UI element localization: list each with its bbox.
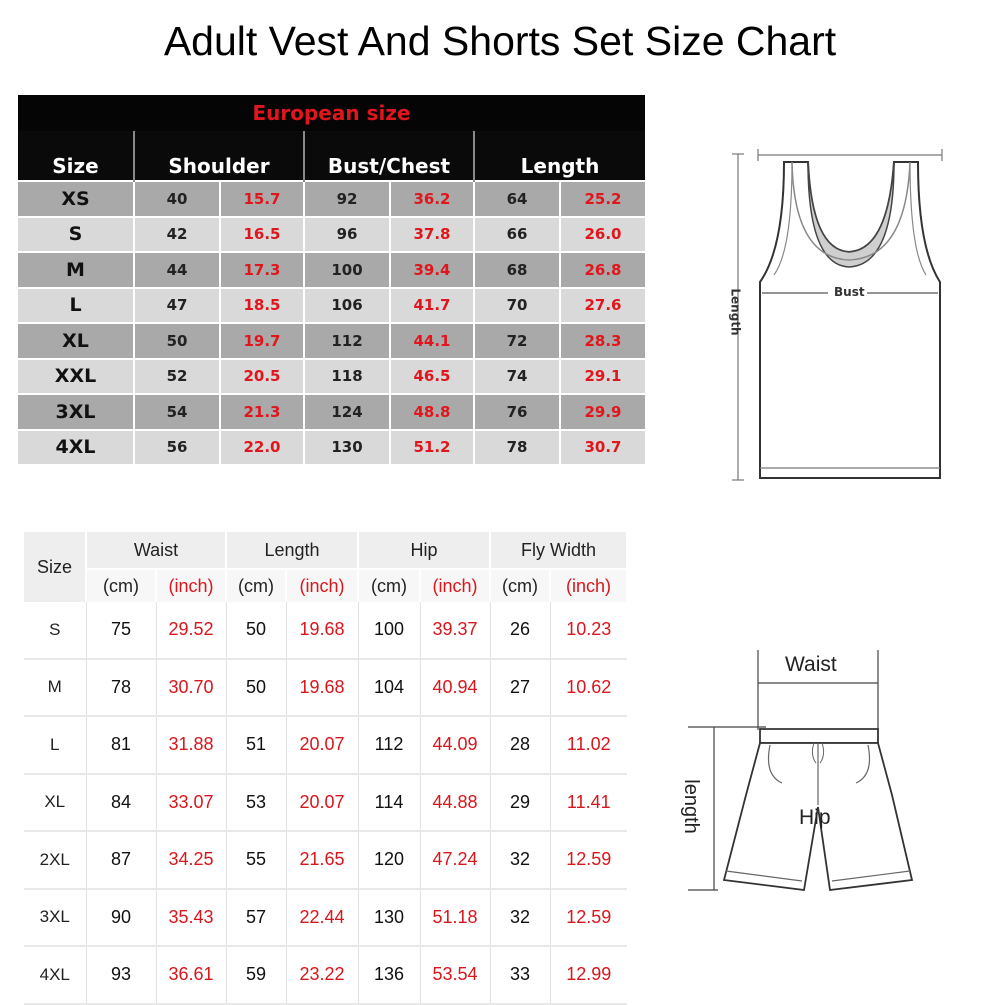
bust-cm-cell: 112	[304, 323, 390, 359]
hip-inch-cell: 53.54	[420, 946, 490, 1004]
fly-width-inch-cell: 12.59	[550, 889, 627, 947]
length-cm-cell: 76	[474, 394, 560, 430]
bust-inch-cell: 51.2	[390, 430, 474, 465]
tank-top-illustration	[722, 140, 962, 490]
shorts-size-cell: L	[24, 716, 86, 774]
shorts-unit-row	[24, 569, 627, 602]
shorts-size-cell: XL	[24, 774, 86, 832]
fly-width-inch-cell: 11.02	[550, 716, 627, 774]
vest-diagram	[722, 140, 962, 490]
bust-cm-cell: 130	[304, 430, 390, 465]
page-title: Adult Vest And Shorts Set Size Chart	[163, 18, 837, 64]
length-inch-cell: 29.1	[560, 359, 645, 395]
european-size-banner: European size	[18, 95, 645, 131]
vest-table-row	[18, 323, 645, 359]
shoulder-inch-cell: 16.5	[220, 217, 304, 253]
hip-inch-cell: 47.24	[420, 831, 490, 889]
shorts-table-row	[24, 946, 627, 1004]
unit-inch: (inch)	[550, 569, 627, 602]
length-inch-cell: 27.6	[560, 288, 645, 324]
length-inch-cell: 23.22	[286, 946, 358, 1004]
vest-size-cell: M	[18, 252, 134, 288]
shorts-size-table	[24, 532, 628, 1005]
shorts-table-row	[24, 774, 627, 832]
shoulder-inch-cell: 18.5	[220, 288, 304, 324]
unit-cm: (cm)	[86, 569, 156, 602]
waist-cm-cell: 81	[86, 716, 156, 774]
length-inch-cell: 22.44	[286, 889, 358, 947]
shorts-length-label: length	[679, 779, 702, 834]
fly-width-cm-cell: 26	[490, 602, 550, 659]
bust-cm-cell: 96	[304, 217, 390, 253]
shoulder-cm-cell: 54	[134, 394, 220, 430]
vest-size-cell: 3XL	[18, 394, 134, 430]
shoulder-inch-cell: 19.7	[220, 323, 304, 359]
shorts-size-cell: M	[24, 659, 86, 717]
fly-width-cm-cell: 29	[490, 774, 550, 832]
vest-size-cell: XL	[18, 323, 134, 359]
hip-cm-cell: 130	[358, 889, 420, 947]
length-cm-cell: 50	[226, 659, 286, 717]
vest-header-size: Size	[18, 131, 134, 181]
vest-size-cell: S	[18, 217, 134, 253]
hip-cm-cell: 120	[358, 831, 420, 889]
vest-table-row	[18, 181, 645, 217]
waist-cm-cell: 78	[86, 659, 156, 717]
bust-inch-cell: 41.7	[390, 288, 474, 324]
unit-inch: (inch)	[286, 569, 358, 602]
shoulder-cm-cell: 56	[134, 430, 220, 465]
unit-cm: (cm)	[490, 569, 550, 602]
fly-width-cm-cell: 28	[490, 716, 550, 774]
waist-inch-cell: 29.52	[156, 602, 226, 659]
bust-cm-cell: 100	[304, 252, 390, 288]
shoulder-inch-cell: 20.5	[220, 359, 304, 395]
unit-inch: (inch)	[156, 569, 226, 602]
vest-table-row	[18, 394, 645, 430]
shorts-table-row	[24, 889, 627, 947]
vest-header-row	[18, 131, 645, 181]
shoulder-cm-cell: 44	[134, 252, 220, 288]
length-inch-cell: 29.9	[560, 394, 645, 430]
hip-inch-cell: 40.94	[420, 659, 490, 717]
vest-length-label: Length	[728, 288, 743, 336]
bust-cm-cell: 118	[304, 359, 390, 395]
length-cm-cell: 57	[226, 889, 286, 947]
shorts-diagram	[678, 645, 928, 905]
vest-size-cell: L	[18, 288, 134, 324]
shoulder-cm-cell: 40	[134, 181, 220, 217]
bust-inch-cell: 46.5	[390, 359, 474, 395]
shorts-table-body	[24, 602, 627, 1004]
fly-width-inch-cell: 12.99	[550, 946, 627, 1004]
bust-cm-cell: 92	[304, 181, 390, 217]
length-inch-cell: 20.07	[286, 716, 358, 774]
vest-table-row	[18, 430, 645, 465]
waist-cm-cell: 84	[86, 774, 156, 832]
waist-cm-cell: 75	[86, 602, 156, 659]
length-cm-cell: 53	[226, 774, 286, 832]
shorts-header-size: Size	[24, 532, 86, 602]
waist-inch-cell: 31.88	[156, 716, 226, 774]
unit-cm: (cm)	[226, 569, 286, 602]
bust-label: Bust	[834, 285, 865, 299]
shoulder-cm-cell: 50	[134, 323, 220, 359]
fly-width-inch-cell: 12.59	[550, 831, 627, 889]
length-inch-cell: 19.68	[286, 602, 358, 659]
length-cm-cell: 64	[474, 181, 560, 217]
waist-inch-cell: 33.07	[156, 774, 226, 832]
hip-cm-cell: 104	[358, 659, 420, 717]
shorts-group-header-row	[24, 532, 627, 569]
waist-cm-cell: 90	[86, 889, 156, 947]
shoulder-cm-cell: 42	[134, 217, 220, 253]
length-cm-cell: 66	[474, 217, 560, 253]
length-cm-cell: 70	[474, 288, 560, 324]
length-inch-cell: 26.0	[560, 217, 645, 253]
length-inch-cell: 21.65	[286, 831, 358, 889]
hip-cm-cell: 136	[358, 946, 420, 1004]
shorts-illustration	[678, 645, 928, 905]
hip-label: Hip	[799, 806, 831, 829]
vest-size-table	[18, 95, 645, 464]
bust-inch-cell: 39.4	[390, 252, 474, 288]
waist-inch-cell: 36.61	[156, 946, 226, 1004]
shorts-table-row	[24, 602, 627, 659]
hip-cm-cell: 112	[358, 716, 420, 774]
fly-width-cm-cell: 32	[490, 889, 550, 947]
shoulder-cm-cell: 47	[134, 288, 220, 324]
shoulder-inch-cell: 22.0	[220, 430, 304, 465]
fly-width-inch-cell: 10.23	[550, 602, 627, 659]
unit-inch: (inch)	[420, 569, 490, 602]
vest-header-shoulder: Shoulder	[134, 131, 304, 181]
vest-header-length: Length	[474, 131, 645, 181]
vest-table-body	[18, 181, 645, 464]
fly-width-inch-cell: 10.62	[550, 659, 627, 717]
fly-width-cm-cell: 33	[490, 946, 550, 1004]
shorts-size-cell: 3XL	[24, 889, 86, 947]
waist-cm-cell: 87	[86, 831, 156, 889]
waist-cm-cell: 93	[86, 946, 156, 1004]
shorts-size-cell: S	[24, 602, 86, 659]
length-inch-cell: 25.2	[560, 181, 645, 217]
vest-table-row	[18, 288, 645, 324]
length-cm-cell: 55	[226, 831, 286, 889]
shorts-header-waist: Waist	[86, 532, 226, 569]
vest-table-row	[18, 217, 645, 253]
waist-inch-cell: 34.25	[156, 831, 226, 889]
length-inch-cell: 26.8	[560, 252, 645, 288]
shorts-header-hip: Hip	[358, 532, 490, 569]
vest-header-bust: Bust/Chest	[304, 131, 474, 181]
hip-inch-cell: 44.09	[420, 716, 490, 774]
vest-table-row	[18, 252, 645, 288]
shoulder-inch-cell: 15.7	[220, 181, 304, 217]
vest-banner-row	[18, 95, 645, 131]
unit-cm: (cm)	[358, 569, 420, 602]
vest-size-cell: XS	[18, 181, 134, 217]
fly-width-cm-cell: 27	[490, 659, 550, 717]
length-cm-cell: 74	[474, 359, 560, 395]
vest-table-row	[18, 359, 645, 395]
length-inch-cell: 20.07	[286, 774, 358, 832]
bust-inch-cell: 36.2	[390, 181, 474, 217]
shorts-header-fly-width: Fly Width	[490, 532, 627, 569]
bust-inch-cell: 48.8	[390, 394, 474, 430]
hip-inch-cell: 39.37	[420, 602, 490, 659]
length-cm-cell: 68	[474, 252, 560, 288]
fly-width-inch-cell: 11.41	[550, 774, 627, 832]
waist-label: Waist	[785, 653, 837, 676]
shorts-table-row	[24, 831, 627, 889]
length-cm-cell: 72	[474, 323, 560, 359]
hip-inch-cell: 44.88	[420, 774, 490, 832]
length-cm-cell: 51	[226, 716, 286, 774]
length-inch-cell: 28.3	[560, 323, 645, 359]
shoulder-cm-cell: 52	[134, 359, 220, 395]
bust-cm-cell: 106	[304, 288, 390, 324]
bust-cm-cell: 124	[304, 394, 390, 430]
bust-inch-cell: 44.1	[390, 323, 474, 359]
waist-inch-cell: 30.70	[156, 659, 226, 717]
shorts-size-cell: 4XL	[24, 946, 86, 1004]
waist-inch-cell: 35.43	[156, 889, 226, 947]
shorts-size-cell: 2XL	[24, 831, 86, 889]
hip-cm-cell: 100	[358, 602, 420, 659]
shorts-header-length: Length	[226, 532, 358, 569]
shoulder-inch-cell: 21.3	[220, 394, 304, 430]
length-inch-cell: 19.68	[286, 659, 358, 717]
bust-inch-cell: 37.8	[390, 217, 474, 253]
fly-width-cm-cell: 32	[490, 831, 550, 889]
vest-size-cell: XXL	[18, 359, 134, 395]
hip-inch-cell: 51.18	[420, 889, 490, 947]
shoulder-inch-cell: 17.3	[220, 252, 304, 288]
hip-cm-cell: 114	[358, 774, 420, 832]
shorts-table-row	[24, 659, 627, 717]
length-cm-cell: 78	[474, 430, 560, 465]
length-cm-cell: 59	[226, 946, 286, 1004]
length-cm-cell: 50	[226, 602, 286, 659]
vest-size-cell: 4XL	[18, 430, 134, 465]
shorts-table-row	[24, 716, 627, 774]
length-inch-cell: 30.7	[560, 430, 645, 465]
